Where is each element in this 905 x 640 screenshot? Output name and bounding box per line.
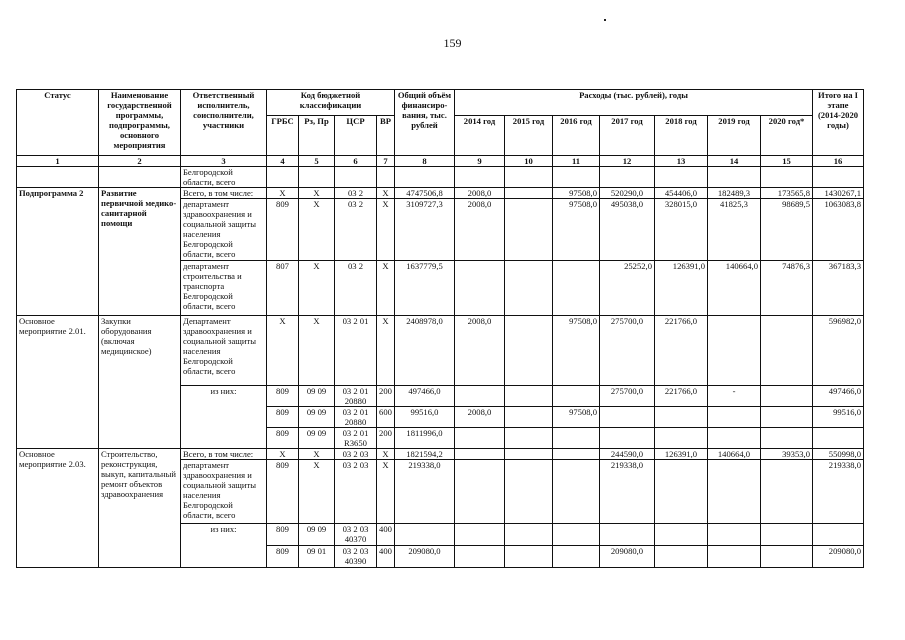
cell-y2016 [553, 428, 600, 449]
cell-status: Основное мероприятие 2.03. [17, 449, 99, 568]
cell-y2019 [708, 316, 761, 386]
cell-vr: X [377, 316, 395, 386]
cell-name: Строительство, реконструкция, выкуп, капитальный ремонт объектов здравоохранения [99, 449, 181, 568]
header-status: Статус [17, 90, 99, 156]
cell-executor: Всего, в том числе: [181, 188, 267, 199]
cell-csr: 03 2 03 40390 [335, 546, 377, 568]
col-number: 9 [455, 156, 505, 167]
cell-executor: из них: [181, 524, 267, 568]
header-budget-code: Код бюджетной классификации [267, 90, 395, 116]
cell-grbs: 809 [267, 546, 299, 568]
cell-y2020 [761, 316, 813, 386]
cell-y2015 [505, 460, 553, 524]
table-row [17, 188, 864, 199]
cell-y2014 [455, 460, 505, 524]
table-row [17, 167, 864, 188]
cell-executor: Белгородской области, всего [181, 167, 267, 188]
cell-y2015 [505, 546, 553, 568]
cell-vr: 200 [377, 428, 395, 449]
cell-csr: 03 2 01 20880 [335, 407, 377, 428]
cell-rzpr: 09 09 [299, 386, 335, 407]
cell-total: 209080,0 [395, 546, 455, 568]
col-number: 16 [813, 156, 864, 167]
cell-y2014 [455, 261, 505, 316]
cell-y2020: 74876,3 [761, 261, 813, 316]
cell-y2020: 39353,0 [761, 449, 813, 460]
cell-y2018: 126391,0 [655, 261, 708, 316]
cell-vr: X [377, 449, 395, 460]
cell-rzpr: X [299, 316, 335, 386]
cell-csr: 03 2 [335, 188, 377, 199]
cell-itogo: 596982,0 [813, 316, 864, 386]
cell-csr: 03 2 03 [335, 449, 377, 460]
cell-y2020 [761, 386, 813, 407]
cell-y2014 [455, 546, 505, 568]
cell-csr: 03 2 [335, 199, 377, 261]
col-number: 8 [395, 156, 455, 167]
cell-y2017 [600, 524, 655, 546]
cell-status [17, 167, 99, 188]
cell-name: Закупки оборудования (включая медицинское) [99, 316, 181, 449]
header-rzpr: Рз, Пр [299, 116, 335, 156]
cell-y2018 [655, 407, 708, 428]
col-number: 2 [99, 156, 181, 167]
cell-y2020 [761, 546, 813, 568]
cell-y2018: 221766,0 [655, 316, 708, 386]
table-row [17, 316, 864, 386]
cell-y2017: 495038,0 [600, 199, 655, 261]
cell-y2016 [553, 386, 600, 407]
table-row [17, 449, 864, 460]
cell-y2019 [708, 460, 761, 524]
cell-y2020: 173565,8 [761, 188, 813, 199]
cell-itogo: 367183,3 [813, 261, 864, 316]
cell-y2017: 520290,0 [600, 188, 655, 199]
header-expenses: Расходы (тыс. рублей), годы [455, 90, 813, 116]
cell-executor: департамент здравоохранения и социальной защиты населения Белгородской области, всего [181, 460, 267, 524]
cell-y2015 [505, 524, 553, 546]
cell-total: 497466,0 [395, 386, 455, 407]
cell-y2019 [708, 407, 761, 428]
cell-vr: X [377, 460, 395, 524]
col-number: 3 [181, 156, 267, 167]
cell-rzpr: X [299, 199, 335, 261]
header-name: Наименование государственной программы, подпрограммы, основного мероприятия [99, 90, 181, 156]
header-csr: ЦСР [335, 116, 377, 156]
cell-status: Основное мероприятие 2.01. [17, 316, 99, 449]
cell-y2019: 182489,3 [708, 188, 761, 199]
cell-y2019 [708, 524, 761, 546]
cell-vr: X [377, 199, 395, 261]
cell-y2020: 98689,5 [761, 199, 813, 261]
cell-executor: из них: [181, 386, 267, 449]
header-grbs: ГРБС [267, 116, 299, 156]
cell-y2016 [553, 261, 600, 316]
cell-y2014 [455, 386, 505, 407]
cell-vr: X [377, 188, 395, 199]
cell-rzpr: X [299, 460, 335, 524]
cell-rzpr: 09 09 [299, 428, 335, 449]
header-year: 2015 год [505, 116, 553, 156]
header-itogo: Итого на I этапе (2014-2020 годы) [813, 90, 864, 156]
cell-itogo: 209080,0 [813, 546, 864, 568]
cell-total: 1637779,5 [395, 261, 455, 316]
header-total: Общий объём финансиро-вания, тыс. рублей [395, 90, 455, 156]
cell-y2017 [600, 428, 655, 449]
cell-itogo: 99516,0 [813, 407, 864, 428]
cell-y2019 [708, 428, 761, 449]
cell-total: 1811996,0 [395, 428, 455, 449]
cell-csr: 03 2 03 40370 [335, 524, 377, 546]
cell-y2014 [455, 428, 505, 449]
cell-itogo: 219338,0 [813, 460, 864, 524]
cell-grbs: 809 [267, 386, 299, 407]
cell-y2020 [761, 407, 813, 428]
cell-y2018 [655, 460, 708, 524]
cell-y2016: 97508,0 [553, 407, 600, 428]
cell-grbs: X [267, 188, 299, 199]
cell-vr: 400 [377, 546, 395, 568]
cell-vr: 600 [377, 407, 395, 428]
cell-rzpr: 09 09 [299, 524, 335, 546]
col-number: 6 [335, 156, 377, 167]
cell-grbs: X [267, 316, 299, 386]
cell-y2019: 140664,0 [708, 261, 761, 316]
cell-y2016: 97508,0 [553, 199, 600, 261]
cell-y2020 [761, 460, 813, 524]
cell-y2014: 2008,0 [455, 316, 505, 386]
cell-total: 99516,0 [395, 407, 455, 428]
cell-y2014 [455, 449, 505, 460]
cell-y2015 [505, 199, 553, 261]
cell-y2018: 328015,0 [655, 199, 708, 261]
header-year: 2019 год [708, 116, 761, 156]
cell-y2017: 25252,0 [600, 261, 655, 316]
cell-y2018 [655, 524, 708, 546]
cell-total: 1821594,2 [395, 449, 455, 460]
cell-csr: 03 2 [335, 261, 377, 316]
cell-y2015 [505, 449, 553, 460]
cell-rzpr: X [299, 449, 335, 460]
cell-y2019: - [708, 386, 761, 407]
cell-csr: 03 2 01 20880 [335, 386, 377, 407]
cell-grbs: 809 [267, 199, 299, 261]
cell-csr: 03 2 03 [335, 460, 377, 524]
column-numbers-row [17, 156, 864, 167]
cell-csr: 03 2 01 R3650 [335, 428, 377, 449]
col-number: 5 [299, 156, 335, 167]
cell-y2015 [505, 316, 553, 386]
cell-total [395, 524, 455, 546]
header-year: 2016 год [553, 116, 600, 156]
scan-speck [604, 19, 606, 21]
cell-total: 2408978,0 [395, 316, 455, 386]
cell-y2018 [655, 428, 708, 449]
cell-csr: 03 2 01 [335, 316, 377, 386]
cell-y2018: 454406,0 [655, 188, 708, 199]
header-vr: ВР [377, 116, 395, 156]
cell-y2016 [553, 460, 600, 524]
cell-y2015 [505, 386, 553, 407]
col-number: 7 [377, 156, 395, 167]
cell-y2017 [600, 407, 655, 428]
cell-y2016 [553, 524, 600, 546]
cell-y2018: 221766,0 [655, 386, 708, 407]
cell-rzpr: 09 01 [299, 546, 335, 568]
cell-y2017: 244590,0 [600, 449, 655, 460]
cell-y2014: 2008,0 [455, 188, 505, 199]
col-number: 15 [761, 156, 813, 167]
cell-rzpr: X [299, 261, 335, 316]
cell-y2017: 275700,0 [600, 386, 655, 407]
cell-y2017: 219338,0 [600, 460, 655, 524]
header-year: 2014 год [455, 116, 505, 156]
cell-executor: Всего, в том числе: [181, 449, 267, 460]
cell-y2014: 2008,0 [455, 199, 505, 261]
cell-y2016: 97508,0 [553, 188, 600, 199]
cell-y2018: 126391,0 [655, 449, 708, 460]
cell-y2014 [455, 524, 505, 546]
cell-y2019: 41825,3 [708, 199, 761, 261]
col-number: 12 [600, 156, 655, 167]
col-number: 4 [267, 156, 299, 167]
cell-y2015 [505, 428, 553, 449]
cell-vr: X [377, 261, 395, 316]
cell-y2018 [655, 546, 708, 568]
cell-y2016 [553, 449, 600, 460]
cell-grbs: 809 [267, 524, 299, 546]
cell-y2020 [761, 428, 813, 449]
header-executor: Ответственный исполнитель, соисполнители, участники [181, 90, 267, 156]
cell-total: 4747506,8 [395, 188, 455, 199]
cell-y2019 [708, 546, 761, 568]
cell-executor: департамент строительства и транспорта Белгородской области, всего [181, 261, 267, 316]
col-number: 11 [553, 156, 600, 167]
col-number: 14 [708, 156, 761, 167]
cell-executor: департамент здравоохранения и социальной защиты населения Белгородской области, всего [181, 199, 267, 261]
cell-total: 3109727,3 [395, 199, 455, 261]
cell-grbs: X [267, 449, 299, 460]
cell-itogo: 497466,0 [813, 386, 864, 407]
cell-rzpr: X [299, 188, 335, 199]
header-year: 2017 год [600, 116, 655, 156]
cell-name [99, 167, 181, 188]
cell-rzpr: 09 09 [299, 407, 335, 428]
cell-vr: 200 [377, 386, 395, 407]
cell-itogo: 1063083,8 [813, 199, 864, 261]
cell-executor: Департамент здравоохранения и социальной защиты населения Белгородской области, всего [181, 316, 267, 386]
col-number: 10 [505, 156, 553, 167]
cell-y2016 [553, 546, 600, 568]
col-number: 13 [655, 156, 708, 167]
cell-y2015 [505, 407, 553, 428]
header-year: 2018 год [655, 116, 708, 156]
cell-grbs: 809 [267, 428, 299, 449]
page-number: 159 [443, 36, 462, 50]
header-year: 2020 год* [761, 116, 813, 156]
cell-y2017: 275700,0 [600, 316, 655, 386]
cell-y2020 [761, 524, 813, 546]
cell-y2017: 209080,0 [600, 546, 655, 568]
cell-grbs: 807 [267, 261, 299, 316]
cell-y2015 [505, 261, 553, 316]
cell-itogo [813, 524, 864, 546]
cell-name: Развитие первичной медико-санитарной помощи [99, 188, 181, 316]
cell-vr: 400 [377, 524, 395, 546]
cell-status: Подпрограмма 2 [17, 188, 99, 316]
budget-table [16, 89, 864, 568]
col-number: 1 [17, 156, 99, 167]
cell-total: 219338,0 [395, 460, 455, 524]
cell-itogo: 550998,0 [813, 449, 864, 460]
cell-itogo: 1430267,1 [813, 188, 864, 199]
cell-y2019: 140664,0 [708, 449, 761, 460]
cell-grbs: 809 [267, 460, 299, 524]
cell-grbs: 809 [267, 407, 299, 428]
cell-y2016: 97508,0 [553, 316, 600, 386]
cell-itogo [813, 428, 864, 449]
cell-y2015 [505, 188, 553, 199]
cell-y2014: 2008,0 [455, 407, 505, 428]
